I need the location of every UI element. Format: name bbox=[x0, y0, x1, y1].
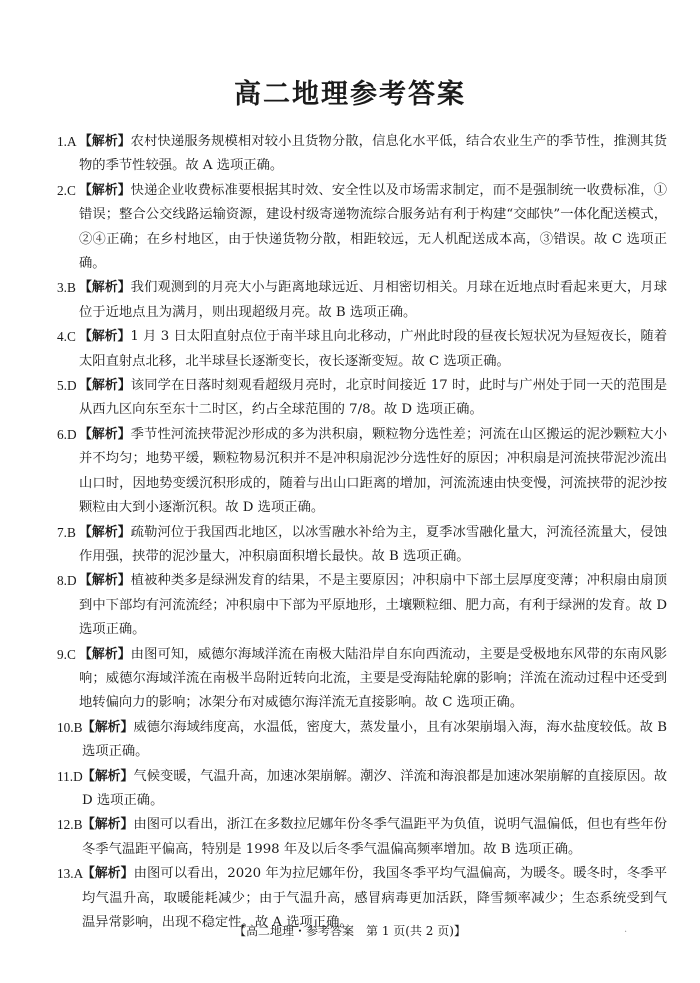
question-number: 6. bbox=[57, 426, 67, 442]
analysis-text: 疏勒河位于我国西北地区，以冰雪融水补给为主，夏季冰雪融化量大，河流径流量大，侵蚀作用强，挟带的泥沙量大，冲积扇面积增长最快。故 B 选项正确。 bbox=[79, 524, 668, 564]
answer-item-6 bbox=[57, 423, 667, 521]
analysis-text: 农村快递服务规模相对较小且货物分散，信息化水平低，结合农业生产的季节性，推测其货物的季节性较强。故 A 选项正确。 bbox=[79, 134, 668, 174]
question-number: 11. bbox=[57, 768, 74, 784]
answer-item-10 bbox=[57, 716, 667, 765]
analysis-label: 【解析】 bbox=[79, 524, 131, 540]
answer-item-5 bbox=[57, 374, 667, 423]
page-title: 高二地理参考答案 bbox=[234, 79, 466, 110]
answer-item-7 bbox=[57, 521, 667, 570]
question-number: 1. bbox=[57, 134, 67, 149]
analysis-text: 植被种类多是绿洲发育的结果，不是主要原因；冲积扇中下部土层厚度变薄；冲积扇由扇顶到中下部均有河流流经；冲积扇中下部为平原地形，土壤颗粒细、肥力高，有利于绿洲的发育。故 D 选项正确。 bbox=[79, 573, 668, 638]
question-number: 7. bbox=[57, 524, 67, 540]
question-number: 10. bbox=[57, 719, 74, 735]
question-number: 8. bbox=[57, 573, 67, 589]
analysis-text: 由图可以看出，2020 年为拉尼娜年份，我国冬季平均气温偏高，为暖冬。暖冬时，冬季平均气温升高，取暖能耗减少；由于气温升高，感冒病毒更加活跃，降雪频率减少；生态系统受到气温异常影响，出现不稳定性。故 A 选项正确。 bbox=[82, 866, 667, 930]
answer-letter: A bbox=[66, 134, 77, 149]
analysis-text: 威德尔海域纬度高，水温低，密度大，蒸发量小，且有冰架崩塌入海，海水盐度较低。故 B 选项正确。 bbox=[82, 719, 668, 760]
answer-letter: D bbox=[66, 426, 77, 442]
answer-letter: C bbox=[66, 329, 76, 345]
answer-letter: C bbox=[66, 182, 76, 198]
footer-mark: . bbox=[624, 924, 628, 935]
analysis-label: 【解析】 bbox=[79, 646, 131, 662]
analysis-label: 【解析】 bbox=[82, 866, 134, 882]
answer-letter: B bbox=[66, 280, 76, 296]
question-number: 3. bbox=[57, 280, 67, 296]
answer-letter: D bbox=[66, 378, 77, 394]
answer-item-2 bbox=[57, 179, 667, 277]
question-number: 9. bbox=[57, 646, 67, 662]
analysis-text: 1 月 3 日太阳直射点位于南半球且向北移动，广州此时段的昼夜长短状况为昼短夜长，随着太阳直射点北移，北半球昼长逐渐变长，夜长逐渐变短。故 C 选项正确。 bbox=[79, 329, 668, 369]
question-number: 4. bbox=[57, 329, 67, 345]
page-footer: 【高二地理・参考答案 第 1 页(共 2 页)】 bbox=[234, 924, 466, 938]
analysis-label: 【解析】 bbox=[79, 329, 131, 345]
question-number: 2. bbox=[57, 182, 67, 198]
analysis-label: 【解析】 bbox=[79, 134, 131, 149]
answer-item-8 bbox=[57, 569, 667, 642]
question-number: 12. bbox=[57, 817, 74, 833]
answer-item-3 bbox=[57, 276, 667, 325]
analysis-text: 由图可知，威德尔海域洋流在南极大陆沿岸自东向西流动，主要是受极地东风带的东南风影响；威德尔海域洋流在南极半岛附近转向北流，主要是受海陆轮廓的影响；洋流在流动过程中还受到地转偏向力的影响；冰架分布对威德尔海洋流无直接影响。故 C 选项正确。 bbox=[79, 646, 668, 711]
answer-letter: A bbox=[73, 866, 84, 882]
analysis-text: 由图可以看出，浙江在多数拉尼娜年份冬季气温距平为负值，说明气温偏低，但也有些年份冬季气温距平偏高，特别是 1998 年及以后冬季气温偏高频率增加。故 B 选项正确。 bbox=[82, 817, 668, 857]
answer-letter: B bbox=[66, 524, 76, 540]
analysis-text: 该同学在日落时刻观看超级月亮时，北京时间接近 17 时，此时与广州处于同一天的范围是从西九区向东至东十二时区，约占全球范围的 7/8。故 D 选项正确。 bbox=[79, 378, 668, 418]
analysis-text: 快递企业收费标准要根据其时效、安全性以及市场需求制定，而不是强制统一收费标准，①错误；整合公交线路运输资源，建设村级寄递物流综合服务站有利于构建“交邮快”一体化配送模式，②④正确；在乡村地区，由于快递货物分散，相距较远，无人机配送成本高，③错误。故 C 选项正确。 bbox=[79, 182, 668, 272]
answer-item-1 bbox=[57, 130, 667, 179]
question-number: 13. bbox=[57, 866, 74, 882]
answer-letter: D bbox=[66, 573, 77, 589]
analysis-label: 【解析】 bbox=[79, 280, 131, 296]
analysis-text: 我们观测到的月亮大小与距离地球远近、月相密切相关。月球在近地点时看起来更大，月球位于近地点且为满月，则出现超级月亮。故 B 选项正确。 bbox=[79, 280, 668, 320]
analysis-label: 【解析】 bbox=[79, 378, 131, 394]
analysis-label: 【解析】 bbox=[79, 426, 131, 442]
analysis-label: 【解析】 bbox=[82, 719, 134, 735]
answer-item-12 bbox=[57, 813, 667, 862]
analysis-text: 气候变暖，气温升高，加速冰架崩解。潮汐、洋流和海浪都是加速冰架崩解的直接原因。故 D 选项正确。 bbox=[82, 768, 668, 808]
answer-letter: B bbox=[73, 719, 83, 735]
answer-letter: B bbox=[73, 817, 83, 833]
analysis-label: 【解析】 bbox=[82, 817, 134, 833]
analysis-label: 【解析】 bbox=[82, 768, 134, 784]
analysis-text: 季节性河流挟带泥沙形成的多为洪积扇，颗粒物分选性差；河流在山区搬运的泥沙颗粒大小并不均匀；地势平缓，颗粒物易沉积并不是冲积扇泥沙分选性好的原因；冲积扇是河流挟带泥沙流出山口时，因地势变缓沉积形成的，随着与出山口距离的增加，河流流速由快变慢，河流挟带的泥沙按颗粒由大到小逐渐沉积。故 D 选项正确。 bbox=[79, 426, 668, 516]
answer-letter: C bbox=[66, 646, 76, 662]
analysis-label: 【解析】 bbox=[79, 573, 131, 589]
question-number: 5. bbox=[57, 378, 67, 394]
answer-item-4 bbox=[57, 325, 667, 374]
answer-item-11 bbox=[57, 765, 667, 814]
answer-letter: D bbox=[73, 768, 83, 784]
analysis-label: 【解析】 bbox=[79, 182, 131, 198]
answer-item-9 bbox=[57, 643, 667, 716]
answer-list bbox=[57, 130, 667, 935]
